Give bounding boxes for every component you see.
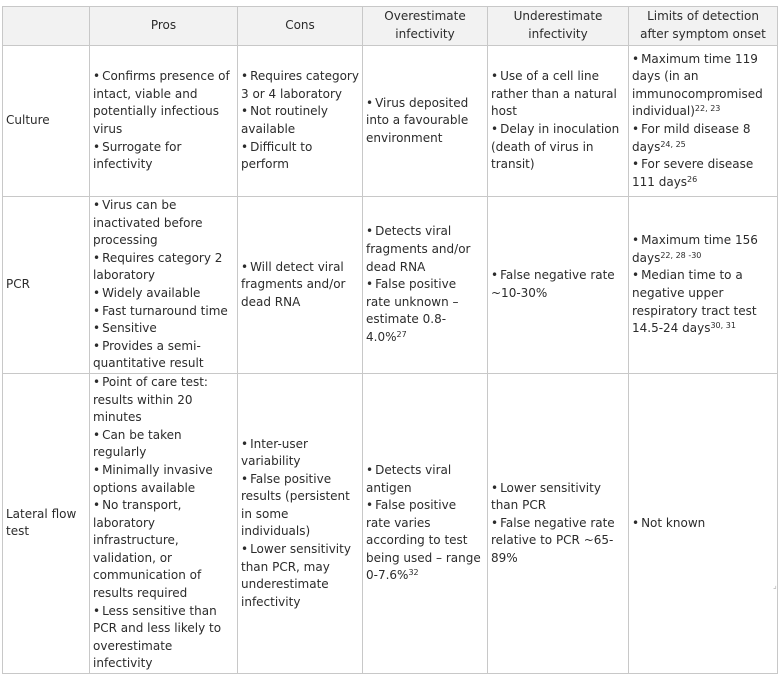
comparison-table	[2, 6, 778, 674]
list-item: • For mild disease 8 days$^{24, 25}$	[632, 121, 774, 156]
cell-cons	[238, 46, 363, 197]
citation-ref: 22, 28 -30	[660, 250, 702, 260]
bullet-list	[93, 374, 234, 673]
list-item: • Can be taken regularly	[93, 427, 234, 462]
cell-pros	[90, 373, 238, 673]
bullet-list	[366, 223, 484, 346]
bullet-list	[241, 259, 359, 312]
bullet-list	[491, 267, 625, 302]
bullet-list	[241, 68, 359, 174]
cell-limits	[629, 46, 778, 197]
cell-over	[363, 46, 488, 197]
list-item: • Widely available	[93, 285, 234, 303]
list-item: • Virus deposited into a favourable environment	[366, 95, 484, 148]
list-item: • Confirms presence of intact, viable and potentially infectious virus	[93, 68, 234, 138]
list-item: • Lower sensitivity than PCR, may underestimate infectivity	[241, 541, 359, 611]
bullet-list	[241, 436, 359, 612]
bullet-list	[491, 68, 625, 174]
cell-under	[488, 373, 629, 673]
list-item: • For severe disease 111 days$^{26}$	[632, 156, 774, 191]
header-blank	[3, 7, 90, 46]
list-item: • False positive results (persistent in some individuals)	[241, 471, 359, 541]
list-item: • Delay in inoculation (death of virus in transit)	[491, 121, 625, 174]
row-label: PCR	[3, 197, 90, 374]
bullet-list	[93, 68, 234, 174]
list-item: • Not routinely available	[241, 103, 359, 138]
bullet-list	[632, 515, 774, 533]
citation-ref: 30, 31	[710, 321, 736, 331]
list-item: • Surrogate for infectivity	[93, 139, 234, 174]
citation-ref: 22, 23	[694, 104, 721, 114]
cell-pros	[90, 197, 238, 374]
list-item: • False negative rate relative to PCR ~65-89%	[491, 515, 625, 568]
bullet-list	[366, 462, 484, 585]
list-item: • Maximum time 119 days (in an immunocompromised individual)$^{22, 23}$	[632, 51, 774, 121]
list-item: • Maximum time 156 days$^{22, 28 -30}$	[632, 232, 774, 267]
bullet-list	[366, 95, 484, 148]
list-item: • Difficult to perform	[241, 139, 359, 174]
header-overestimate: Overestimate infectivity	[363, 7, 488, 46]
bullet-list	[491, 480, 625, 568]
list-item: • Detects viral fragments and/or dead RNA	[366, 223, 484, 276]
list-item: • Fast turnaround time	[93, 303, 234, 321]
bullet-list	[632, 51, 774, 192]
list-item: • Provides a semi-quantitative result	[93, 338, 234, 373]
cell-cons	[238, 197, 363, 374]
list-item: • Median time to a negative upper respiratory tract test 14.5-24 days$^{30, 31}$	[632, 267, 774, 337]
list-item: • Will detect viral fragments and/or dead RNA	[241, 259, 359, 312]
bullet-list	[632, 232, 774, 338]
list-item: • False positive rate unknown – estimate 0.8-4.0%$^{27}$	[366, 276, 484, 346]
header-cons: Cons	[238, 7, 363, 46]
list-item: • Point of care test: results within 20 minutes	[93, 374, 234, 427]
corner-mark: ⌟	[773, 581, 777, 590]
list-item: • False positive rate varies according to test being used – range 0-7.6%$^{32}$	[366, 497, 484, 585]
cell-limits	[629, 197, 778, 374]
cell-limits	[629, 373, 778, 673]
table-row	[3, 46, 778, 197]
row-label: Lateral flow test	[3, 373, 90, 673]
list-item: • Sensitive	[93, 320, 234, 338]
cell-pros	[90, 46, 238, 197]
citation-ref: 26	[687, 174, 698, 184]
citation-ref: 24, 25	[660, 139, 686, 149]
row-label: Culture	[3, 46, 90, 197]
cell-over	[363, 197, 488, 374]
citation-ref: 27	[396, 329, 407, 339]
list-item: • False negative rate ~10-30%	[491, 267, 625, 302]
header-pros: Pros	[90, 7, 238, 46]
cell-cons	[238, 373, 363, 673]
list-item: • Use of a cell line rather than a natural host	[491, 68, 625, 121]
header-limits: Limits of detection after symptom onset	[629, 7, 778, 46]
cell-over	[363, 373, 488, 673]
list-item: • Inter-user variability	[241, 436, 359, 471]
header-row	[3, 7, 778, 46]
list-item: • Requires category 3 or 4 laboratory	[241, 68, 359, 103]
list-item: • Lower sensitivity than PCR	[491, 480, 625, 515]
table-row	[3, 197, 778, 374]
cell-under	[488, 46, 629, 197]
list-item: • Detects viral antigen	[366, 462, 484, 497]
list-item: • Less sensitive than PCR and less likely to overestimate infectivity	[93, 603, 234, 673]
table-row	[3, 373, 778, 673]
header-underestimate: Underestimate infectivity	[488, 7, 629, 46]
list-item: • Not known	[632, 515, 774, 533]
list-item: • Requires category 2 laboratory	[93, 250, 234, 285]
bullet-list	[93, 197, 234, 373]
citation-ref: 32	[408, 568, 419, 578]
list-item: • Virus can be inactivated before processing	[93, 197, 234, 250]
cell-under	[488, 197, 629, 374]
list-item: • No transport, laboratory infrastructure, validation, or communication of results required	[93, 497, 234, 603]
list-item: • Minimally invasive options available	[93, 462, 234, 497]
